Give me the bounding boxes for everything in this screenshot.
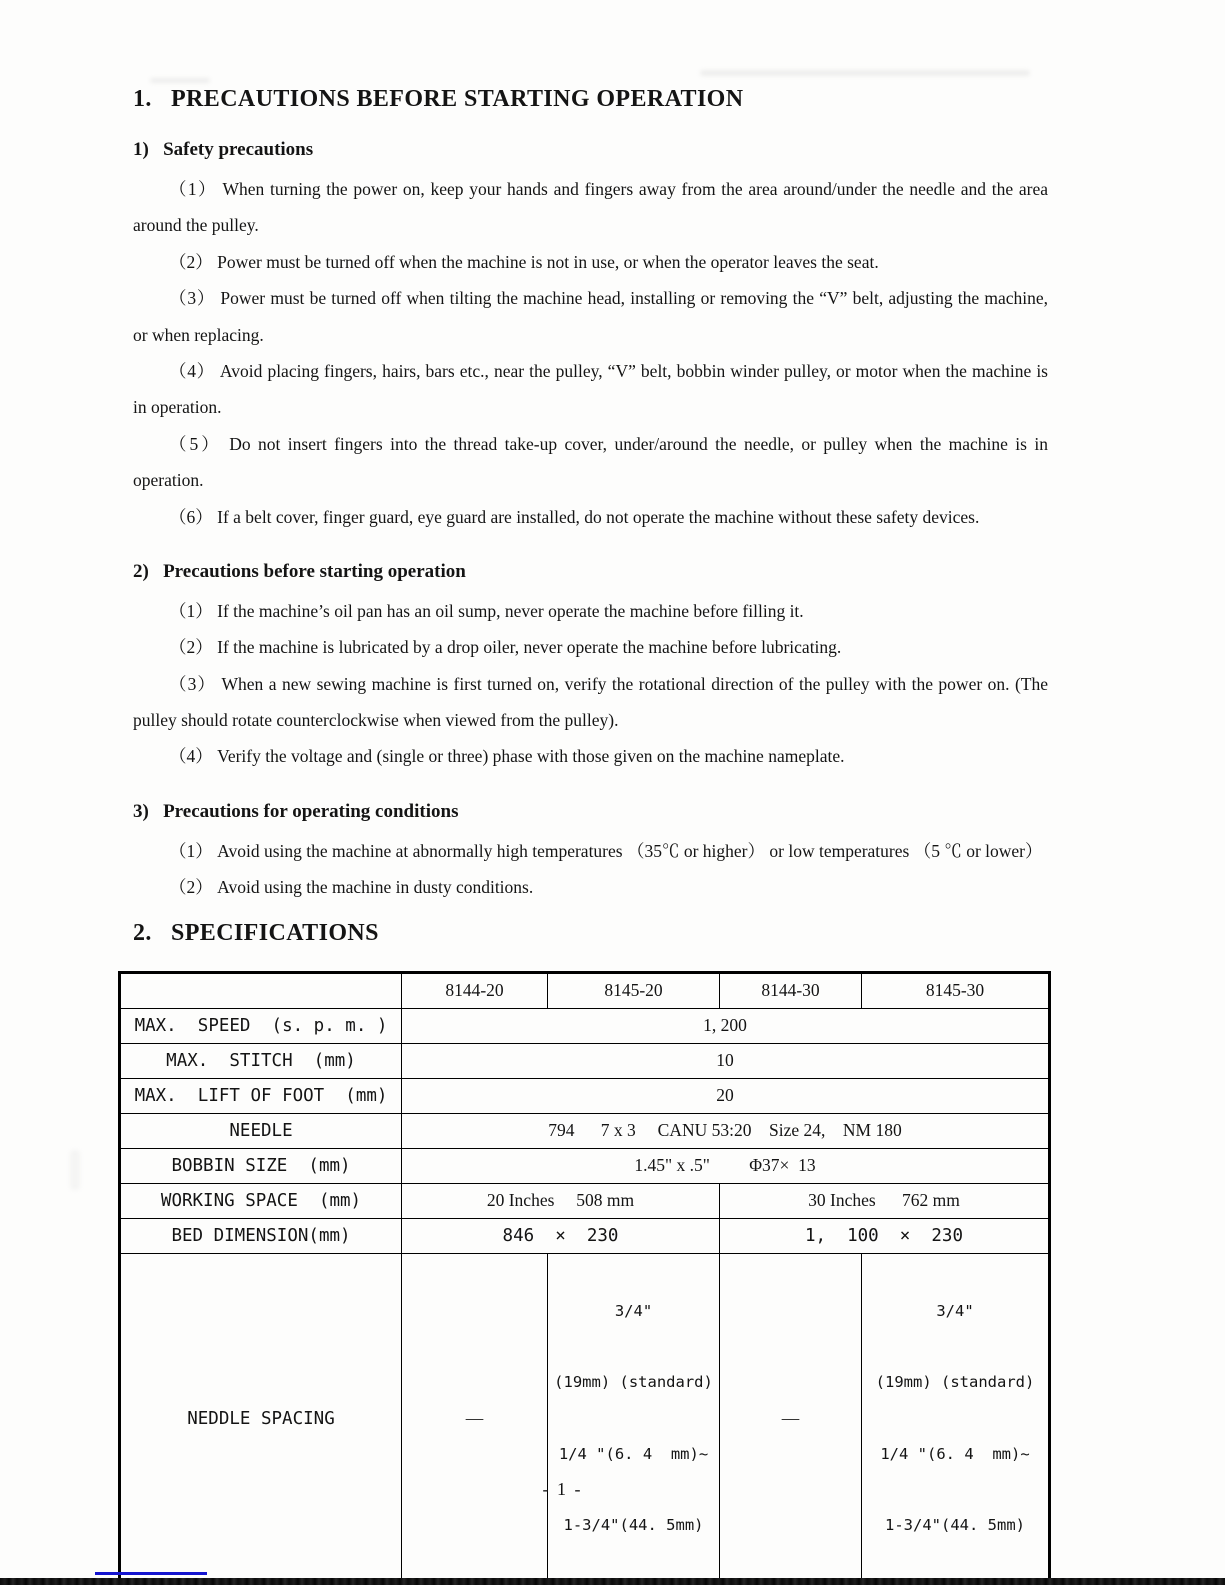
starting-item-2: （2） If the machine is lubricated by a drop oiler, never operate the machine before lubricating. (169, 637, 842, 658)
spacing-detail-cell (548, 1253, 720, 1585)
spacing-line: (19mm) (standard) (554, 1373, 713, 1392)
starting-item-1: （1） If the machine’s oil pan has an oil sump, never operate the machine before filling it. (169, 600, 804, 621)
spacing-detail-cell (862, 1253, 1050, 1585)
section-title-specifications: 2. SPECIFICATIONS (133, 919, 379, 946)
table-row-working-space (120, 1183, 1050, 1218)
heading-operating-conditions: 3) Precautions for operating conditions (133, 800, 459, 822)
row-label: NEDDLE SPACING (120, 1253, 402, 1585)
row-value-right: 1, 100 × 230 (720, 1218, 1050, 1253)
conditions-item-2: （2） Avoid using the machine in dusty conditions. (169, 877, 534, 898)
section-title-precautions: 1. PRECAUTIONS BEFORE STARTING OPERATION (133, 86, 744, 112)
spacing-line: 3/4" (936, 1301, 974, 1320)
row-value-left: 846 × 230 (402, 1218, 720, 1253)
row-value: 1.45" x .5" Φ37× 13 (402, 1148, 1050, 1183)
starting-item-3: （3） When a new sewing machine is first turned on, verify the rotational direction of the pulley with the power on. (The pulley should rotate counterclockwise when viewed from the pulley). (133, 673, 1048, 731)
heading-safety-precautions: 1) Safety precautions (133, 139, 314, 160)
table-row-needle-spacing (120, 1253, 1050, 1585)
scan-edge-line (0, 1578, 1225, 1585)
model-8145-20: 8145-20 (548, 972, 720, 1008)
safety-item-4: （4） Avoid placing fingers, hairs, bars etc., near the pulley, “V” belt, bobbin winder pulley, or motor when the machine is in operation. (133, 360, 1048, 418)
heading-before-starting: 2) Precautions before starting operation (133, 560, 466, 582)
row-value: 794 7 x 3 CANU 53:20 Size 24, NM 180 (402, 1113, 1050, 1148)
table-row-max-stitch (120, 1043, 1050, 1078)
model-8144-30: 8144-30 (720, 972, 862, 1008)
safety-item-1: （1） When turning the power on, keep your hands and fingers away from the area around/under the needle and the area around the pulley. (133, 179, 1048, 236)
safety-item-6: （6） If a belt cover, finger guard, eye guard are installed, do not operate the machine without these safety devices. (169, 506, 980, 527)
spacing-line: 1/4 "(6. 4 mm)~ (880, 1444, 1030, 1463)
row-value: 1, 200 (402, 1008, 1050, 1043)
row-label: MAX. SPEED (s. p. m. ) (120, 1008, 402, 1043)
table-row-max-speed (120, 1008, 1050, 1043)
starting-item-4: （4） Verify the voltage and (single or three) phase with those given on the machine nameplate. (169, 746, 845, 767)
ink-underline (95, 1572, 207, 1575)
scan-smudge (70, 1150, 80, 1190)
page-number: - 1 - (542, 1479, 583, 1499)
safety-item-2: （2） Power must be turned off when the machine is not in use, or when the operator leaves the seat. (169, 251, 879, 272)
row-label: BOBBIN SIZE (mm) (120, 1148, 402, 1183)
row-label: NEEDLE (120, 1113, 402, 1148)
row-value: 20 (402, 1078, 1050, 1113)
row-label: MAX. STITCH (mm) (120, 1043, 402, 1078)
table-row-max-lift (120, 1078, 1050, 1113)
safety-item-5: （5） Do not insert fingers into the thread take-up cover, under/around the needle, or pulley when the machine is in operation. (133, 433, 1048, 491)
scan-smudge (700, 70, 1030, 76)
spacing-line: (19mm) (standard) (875, 1373, 1035, 1392)
spacing-line: 1-3/4"(44. 5mm) (563, 1515, 704, 1534)
row-value-right: 30 Inches 762 mm (720, 1183, 1050, 1218)
table-row-needle (120, 1113, 1050, 1148)
header-empty-cell (120, 972, 402, 1008)
spacing-line: 3/4" (614, 1301, 653, 1320)
spacing-line: 1/4 "(6. 4 mm)~ (558, 1444, 709, 1463)
spacing-line: 1-3/4"(44. 5mm) (885, 1515, 1025, 1534)
conditions-item-1: （1） Avoid using the machine at abnormally high temperatures （35℃ or higher） or low temperatures （5 ℃ or lower） (169, 840, 1043, 861)
model-8145-30: 8145-30 (862, 972, 1050, 1008)
model-8144-20: 8144-20 (402, 972, 548, 1008)
row-value-left: 20 Inches 508 mm (402, 1183, 720, 1218)
table-row-header (120, 972, 1050, 1008)
row-value: 10 (402, 1043, 1050, 1078)
table-row-bed-dimension (120, 1218, 1050, 1253)
row-label: MAX. LIFT OF FOOT (mm) (120, 1078, 402, 1113)
table-row-bobbin (120, 1148, 1050, 1183)
spacing-dash-cell: — (402, 1253, 548, 1585)
row-label: BED DIMENSION(mm) (120, 1218, 402, 1253)
spacing-dash-cell: — (720, 1253, 862, 1585)
scan-smudge (150, 78, 210, 83)
row-label: WORKING SPACE (mm) (120, 1183, 402, 1218)
safety-item-3: （3） Power must be turned off when tilting the machine head, installing or removing the “V” belt, adjusting the machine, or when replacing. (133, 288, 1048, 345)
